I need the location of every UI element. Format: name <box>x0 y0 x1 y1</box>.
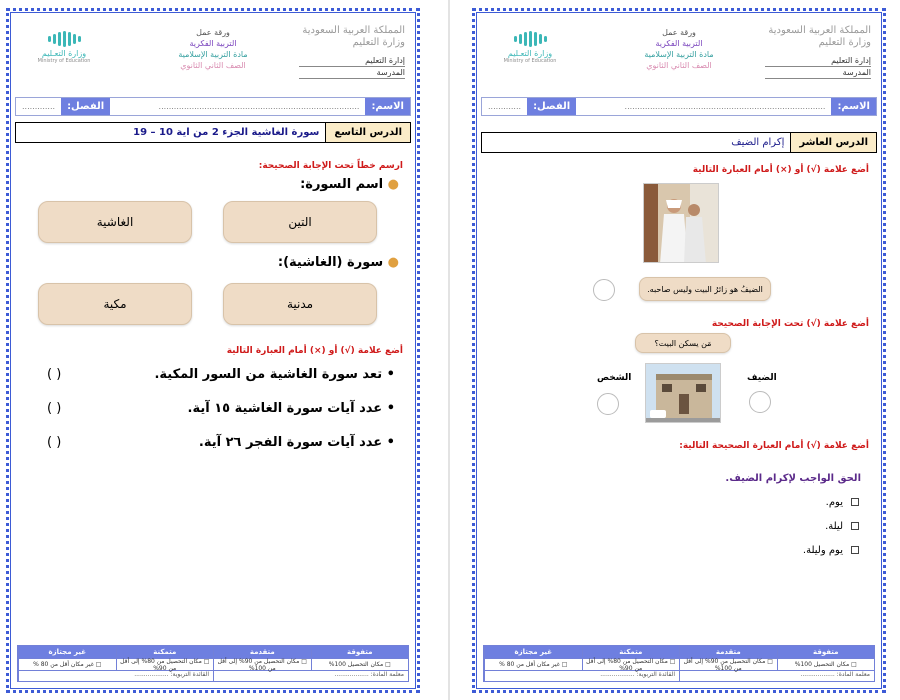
option-label-owner: الشخص <box>597 373 632 383</box>
answer-circle[interactable] <box>593 279 615 301</box>
answer-paren-3[interactable]: ( ) <box>47 435 62 450</box>
rubric-checkbox[interactable]: □ مكان التحصيل من 90% إلى أقل من 100% <box>213 659 311 670</box>
answer-option[interactable]: التين <box>223 201 377 243</box>
rubric-header: متقدمة <box>679 646 777 658</box>
program-title: التربية الفكرية <box>655 39 703 48</box>
choice-night[interactable]: ليلة. <box>825 521 859 532</box>
teacher-signature[interactable]: معلمة المادة: .................. <box>213 671 408 681</box>
statement-2: • عدد آيات سورة الغاشية ١٥ آية. <box>187 401 395 416</box>
rubric-header: متقدمة <box>213 646 311 658</box>
page-header <box>479 15 879 93</box>
instruction-true-false: أضع علامة (√) أو (×) أمام العبارة التالية <box>692 165 869 175</box>
rubric-checkbox[interactable]: □ مكان التحصيل 100% <box>311 659 409 670</box>
answer-circle-guest[interactable] <box>749 391 771 413</box>
subject-title: مادة التربية الإسلامية <box>644 50 714 59</box>
leader-signature[interactable]: القائدة التربوية: .................. <box>18 671 213 681</box>
instruction-underline: ارسم خطاً تحت الإجابة الصحيحة: <box>258 161 403 171</box>
program-title: التربية الفكرية <box>189 39 237 48</box>
ministry-logo-icon <box>25 29 103 49</box>
answer-paren-1[interactable]: ( ) <box>47 367 62 382</box>
lesson-label: الدرس العاشر <box>790 133 876 152</box>
rubric-header: غير مجتازة <box>18 646 116 658</box>
teacher-signature[interactable]: معلمة المادة: .................. <box>679 671 874 681</box>
grade-title: الصف الثاني الثانوي <box>646 61 712 70</box>
statement-3: • عدد آيات سورة الفجر ٢٦ آية. <box>198 435 395 450</box>
saudi-emblem-icon: المملكة العربية السعودية وزارة التعليم <box>302 25 405 48</box>
grade-title: الصف الثاني الثانوي <box>180 61 246 70</box>
lesson-header <box>481 132 877 153</box>
name-input[interactable]: ............................................................................... <box>624 102 826 111</box>
answer-option[interactable]: مدنية <box>223 283 377 325</box>
choice-day-and-night[interactable]: يوم وليلة. <box>803 545 859 556</box>
class-input[interactable]: ............. <box>22 102 56 111</box>
name-class-bar <box>481 97 877 116</box>
page-header <box>13 15 413 93</box>
question-sura-type: ● سورة (الغاشية): <box>277 255 399 270</box>
rubric-header: متفوقة <box>311 646 409 658</box>
education-admin-field[interactable]: إدارة التعليم <box>299 55 405 67</box>
leader-signature[interactable]: القائدة التربوية: .................. <box>484 671 679 681</box>
name-label: الاسم: <box>831 98 876 115</box>
name-label: الاسم: <box>365 98 410 115</box>
page-separator <box>448 0 450 700</box>
answer-option[interactable]: الغاشية <box>38 201 192 243</box>
rubric-checkbox[interactable]: □ مكان التحصيل من 80% إلى أقل من 90% <box>116 659 214 670</box>
class-label: الفصل: <box>527 98 576 115</box>
rubric-header: متفوقة <box>777 646 875 658</box>
question-pill: مَن يسكن البيت؟ <box>635 333 731 353</box>
lesson-header <box>15 122 411 143</box>
lesson-topic: إكرام الضيف <box>731 137 785 148</box>
school-field[interactable]: المدرسة <box>765 67 871 79</box>
instruction-true-false: أضع علامة (√) أو (×) أمام العبارة التالية <box>226 346 403 356</box>
host-greeting-guest-image <box>643 183 719 263</box>
choice-day[interactable]: يوم. <box>826 497 859 508</box>
education-admin-field[interactable]: إدارة التعليم <box>765 55 871 67</box>
ministry-logo: وزارة التعـليم Ministry of Education <box>25 29 103 64</box>
worksheet-title: ورقة عمل <box>662 28 696 37</box>
name-class-bar <box>15 97 411 116</box>
statement-1: • تعد سورة الغاشية من السور المكية. <box>154 367 395 382</box>
worksheet-page-lesson-10 <box>472 8 886 693</box>
class-label: الفصل: <box>61 98 110 115</box>
bullet-icon: ● <box>383 255 399 270</box>
checkbox[interactable] <box>851 546 859 554</box>
statement-pill: الضيفُ هو زائرُ البيت وليس صاحبه. <box>639 277 771 301</box>
lesson-label: الدرس التاسع <box>325 123 410 142</box>
ministry-logo-icon <box>491 29 569 49</box>
option-label-guest: الضيف <box>747 373 777 383</box>
rubric-table <box>483 645 875 682</box>
instruction-correct-answer: أضع علامة (√) تحت الإجابة الصحيحة <box>711 319 869 329</box>
saudi-emblem-icon: المملكة العربية السعودية وزارة التعليم <box>768 25 871 48</box>
class-input[interactable]: ............. <box>488 102 522 111</box>
rubric-header: متمكنة <box>582 646 680 658</box>
answer-circle-owner[interactable] <box>597 393 619 415</box>
answer-paren-2[interactable]: ( ) <box>47 401 62 416</box>
instruction-correct-statement: أضع علامة (√) أمام العبارة الصحيحة التالية: <box>679 441 869 451</box>
rubric-checkbox[interactable]: □ مكان التحصيل من 80% إلى أقل من 90% <box>582 659 680 670</box>
rubric-table <box>17 645 409 682</box>
answer-option[interactable]: مكية <box>38 283 192 325</box>
name-input[interactable]: ............................................................................... <box>158 102 360 111</box>
rubric-header: متمكنة <box>116 646 214 658</box>
lesson-topic: سورة الغاشية الجزء 2 من اية 10 – 19 <box>133 127 320 138</box>
school-field[interactable]: المدرسة <box>299 67 405 79</box>
question-sura-name: ● اسم السورة: <box>300 177 399 192</box>
subject-title: مادة التربية الإسلامية <box>178 50 248 59</box>
rubric-checkbox[interactable]: □ مكان التحصيل من 90% إلى أقل من 100% <box>679 659 777 670</box>
worksheet-title: ورقة عمل <box>196 28 230 37</box>
rubric-checkbox[interactable]: □ غير مكان أقل من 80 % <box>18 659 116 670</box>
worksheet-page-lesson-9 <box>6 8 420 693</box>
house-image <box>645 363 721 423</box>
ministry-logo: وزارة التعـليم Ministry of Education <box>491 29 569 64</box>
rubric-checkbox[interactable]: □ مكان التحصيل 100% <box>777 659 875 670</box>
checkbox[interactable] <box>851 522 859 530</box>
question-guest-right: الحق الواجب لإكرام الضيف. <box>725 473 861 484</box>
bullet-icon: ● <box>383 177 399 192</box>
rubric-checkbox[interactable]: □ غير مكان أقل من 80 % <box>484 659 582 670</box>
rubric-header: غير مجتازة <box>484 646 582 658</box>
checkbox[interactable] <box>851 498 859 506</box>
